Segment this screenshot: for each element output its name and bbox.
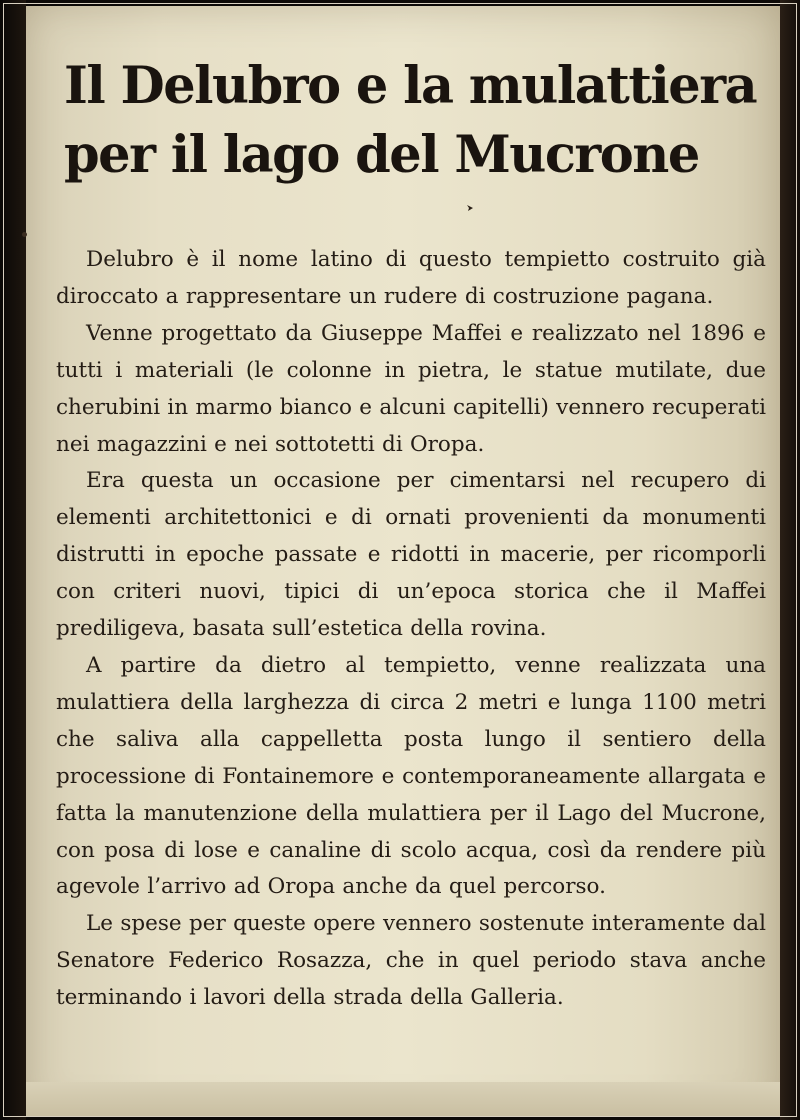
- paragraph-4: A partire da dietro al tempietto, venne realizzata una mulattiera della larghezza di circa 2 metri e lunga 1100 metri che saliva alla cappelletta posta lungo il sentiero della processione di Fontainemore e contemporaneamente allargata e fatta la manutenzione della mulattiera per il Lago del Mucrone, con posa di lose e canaline di scolo acqua, così da rendere più agevole l’arrivo ad Oropa anche da quel percorso.: [56, 652, 766, 900]
- right-wall-edge: [780, 0, 800, 1120]
- left-wall-edge: [0, 0, 26, 1120]
- sign-title-line-1: Il Delubro e la mulattiera: [64, 56, 757, 116]
- paragraph-2: Venne progettato da Giuseppe Maffei e realizzato nel 1896 e tutti i materiali (le colonne in pietra, le statue mutilate, due cherubini in marmo bianco e alcuni capitelli) vennero recuperati nei magazzini e nei sottotetti di Oropa.: [56, 320, 767, 457]
- paragraph-1: Delubro è il nome latino di questo tempietto costruito già diroccato a rappresentare un rudere di costruzione pagana.: [56, 247, 766, 309]
- sign-body: [56, 242, 766, 1017]
- sign-title: [64, 52, 764, 190]
- paragraph-5: Le spese per queste opere vennero sostenute interamente dal Senatore Federico Rosazza, che in quel periodo stava anche terminando i lavori della strada della Galleria.: [56, 911, 766, 1011]
- dust-speck-icon: [22, 232, 27, 237]
- sign-title-line-2: per il lago del Mucrone: [64, 125, 699, 185]
- paragraph-3: Era questa un occasione per cimentarsi nel recupero di elementi architettonici e di ornati provenienti da monumenti distrutti in epoche passate e ridotti in macerie, per ricomporli con criteri nuovi, tipici di un’epoca storica che il Maffei prediligeva, basata sull’estetica della rovina.: [56, 468, 766, 642]
- pin-speck-icon: [466, 204, 474, 212]
- sign-panel-bottom: [26, 1082, 780, 1116]
